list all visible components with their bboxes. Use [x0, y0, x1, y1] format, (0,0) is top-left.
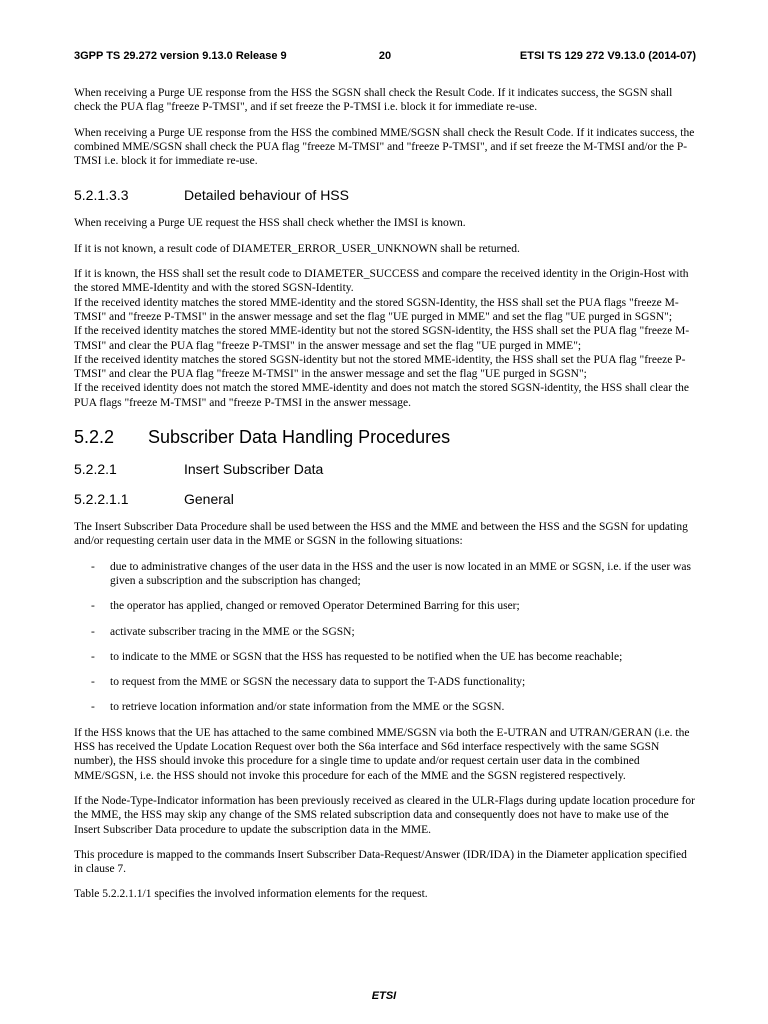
section-number: 5.2.2.1: [74, 461, 117, 478]
list-item-text: to indicate to the MME or SGSN that the HSS has requested to be notified when the UE has become reachable;: [110, 650, 623, 663]
list-dash: -: [91, 676, 95, 689]
list-item: [74, 675, 696, 689]
list-item: [74, 700, 696, 714]
paragraph: If the received identity matches the stored SGSN-identity but not the stored MME-identity, the HSS shall set the PUA flag "freeze P-TMSI" and clear the PUA flag "freeze M-TMSI" in the answer message and set the flag "UE purged in SGSN";: [74, 353, 686, 381]
section-title: General: [184, 491, 234, 508]
paragraph: If it is known, the HSS shall set the result code to DIAMETER_SUCCESS and compare the received identity in the Origin-Host with the stored MME-Identity and with the stored SGSN-Identity.: [74, 268, 689, 295]
list-dash: -: [91, 650, 95, 663]
paragraph: If the received identity matches the stored MME-identity but not the stored SGSN-identity, the HSS shall set the PUA flag "freeze M-TMSI" and clear the PUA flag "freeze P-TMSI" in the answer message and set the flag "UE purged in MME";: [74, 325, 690, 352]
list-item-text: activate subscriber tracing in the MME or the SGSN;: [110, 625, 355, 638]
paragraph: When receiving a Purge UE request the HSS shall check whether the IMSI is known.: [74, 217, 466, 230]
section-number: 5.2.1.3.3: [74, 187, 129, 204]
list-item: [74, 650, 696, 664]
list-item: [74, 560, 696, 589]
document-body: [74, 86, 696, 913]
header-page-number: 20: [378, 50, 392, 62]
paragraph: When receiving a Purge UE response from the HSS the combined MME/SGSN shall check the Result Code. If it indicates success, the combined MME/SGSN shall check the PUA flag "freeze M-TMSI" and "freeze P-TMSI", and if set freeze the M-TMSI and/or the P-TMSI i.e. block it for immediate re-use.: [74, 126, 695, 168]
section-title: Subscriber Data Handling Procedures: [148, 427, 451, 448]
paragraph: If the Node-Type-Indicator information has been previously received as cleared in the ULR-Flags during update location procedure for the MME, the HSS may skip any change of the SMS related subscription data and consequently does not have to make use of the Insert Subscriber Data procedure to update the subscription data in the MME.: [74, 794, 695, 836]
header-etsi-ref: ETSI TS 129 272 V9.13.0 (2014-07): [519, 50, 696, 62]
paragraph: If it is not known, a result code of DIAMETER_ERROR_USER_UNKNOWN shall be returned.: [74, 242, 520, 255]
paragraph: The Insert Subscriber Data Procedure shall be used between the HSS and the MME and between the HSS and the SGSN for updating and/or requesting certain user data in the MME or SGSN in the following situations:: [74, 521, 688, 548]
list-item-text: due to administrative changes of the user data in the HSS and the user is now located in an MME or SGSN, i.e. if the user was given a subscription and the subscription has changed;: [110, 560, 691, 587]
list-item-text: to request from the MME or SGSN the necessary data to support the T-ADS functionality;: [110, 676, 526, 689]
section-number: 5.2.2: [74, 427, 115, 448]
section-title: Detailed behaviour of HSS: [184, 187, 349, 204]
section-title: Insert Subscriber Data: [184, 461, 324, 478]
list-item-text: to retrieve location information and/or state information from the MME or the SGSN.: [110, 701, 505, 714]
list-dash: -: [91, 701, 95, 714]
paragraph: Table 5.2.2.1.1/1 specifies the involved information elements for the request.: [74, 888, 428, 901]
section-heading-5221: [74, 460, 696, 478]
list-item: [74, 625, 696, 639]
list-item: [74, 599, 696, 613]
list-dash: -: [91, 625, 95, 638]
list-dash: -: [91, 600, 95, 613]
list-item-text: the operator has applied, changed or removed Operator Determined Barring for this user;: [110, 600, 520, 613]
section-number: 5.2.2.1.1: [74, 491, 129, 508]
paragraph: If the HSS knows that the UE has attached to the same combined MME/SGSN via both the E-UTRAN and UTRAN/GERAN (i.e. the HSS has received the Update Location Request over both the S6a interface and S6d interface respectively with the same SGSN number), the HSS should invoke this procedure for a single time to update and/or request certain user data in the combined MME/SGSN, i.e. the HSS should not invoke this procedure for each of the MME and the SGSN registered respectively.: [74, 726, 690, 782]
paragraph: If the received identity does not match the stored MME-identity and does not match the stored SGSN-identity, the HSS shall clear the PUA flags "freeze M-TMSI" and "freeze P-TMSI in the answer message.: [74, 382, 690, 409]
paragraph: This procedure is mapped to the commands Insert Subscriber Data-Request/Answer (IDR/IDA) in the Diameter application specified in clause 7.: [74, 848, 687, 876]
paragraph: If the received identity matches the stored MME-identity and the stored SGSN-Identity, the HSS shall set the PUA flags "freeze M-TMSI" and "freeze P-TMSI" in the answer message and set the flag "UE purged in MME" and set the flag "UE purged in SGSN";: [74, 296, 679, 323]
section-heading-522: [74, 426, 696, 448]
section-heading-5213-3: [74, 186, 696, 204]
page-footer: ETSI: [371, 990, 397, 1002]
header-spec-id: 3GPP TS 29.272 version 9.13.0 Release 9: [74, 50, 287, 62]
situation-list: [74, 560, 696, 715]
section-heading-52211: [74, 490, 696, 508]
list-dash: -: [91, 560, 95, 573]
paragraph: When receiving a Purge UE response from the HSS the SGSN shall check the Result Code. If it indicates success, the SGSN shall check the PUA flag "freeze P-TMSI", and if set freeze the P-TMSI i.e. block it for immediate re-use.: [74, 87, 673, 114]
page-header: [74, 50, 696, 66]
